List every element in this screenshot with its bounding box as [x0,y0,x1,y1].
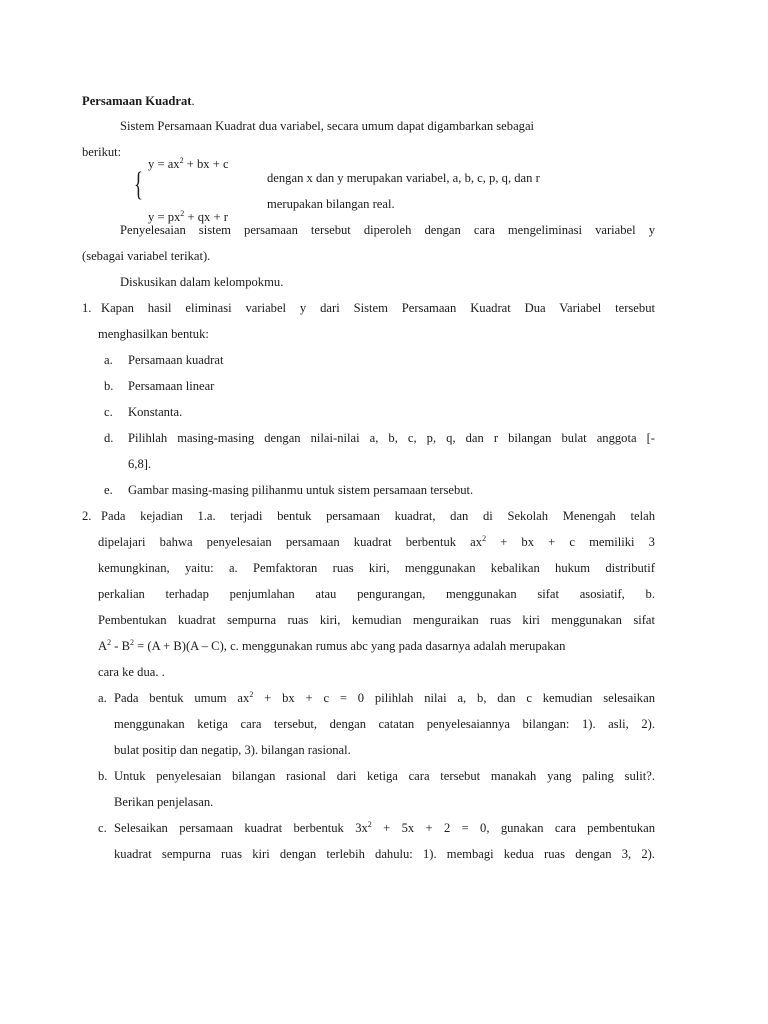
q1-item-text-cont: 6,8]. [128,457,152,471]
q2-sub-label: a. [98,691,107,705]
q2-text: $A^2 - B^2 = (A + B)(A - C)$, c. menggunakan rumus abc yang pada dasarnya adalah merupakan [98,638,566,653]
page-title: Persamaan Kuadrat. [82,94,195,108]
q2-sub-text: Pada bentuk umum $ax^2$ + bx + c = 0 pilihlah nilai a, b, dan c kemudian selesaikan [114,690,655,705]
q1-item-label: c. [104,405,113,419]
q1-item-text: Persamaan linear [128,379,215,393]
q1-item-text: Konstanta. [128,405,183,419]
q2-sub-label: b. [98,769,108,783]
q2-number: 2. [82,509,92,523]
equation-1: $y = ax^2$ + bx + c [148,156,229,171]
q1-item-label: e. [104,483,113,497]
q1-text: Kapan hasil eliminasi variabel y dari Sistem Persamaan Kuadrat Dua Variabel tersebut [101,301,655,315]
q2-text: cara ke dua. . [98,665,165,679]
brace-symbol: { [134,166,143,203]
q1-item-text: Gambar masing-masing pilihanmu untuk sistem persamaan tersebut. [128,483,474,497]
q2-sub-text: Selesaikan persamaan kuadrat berbentuk $3x^2 + 5x + 2 = 0$, gunakan cara pembentukan [114,820,656,835]
equation-2: $y = px^2$ + qx + r [148,209,228,224]
q2-text: Pada kejadian 1.a. terjadi bentuk persamaan kuadrat, dan di Sekolah Menengah telah [101,509,655,523]
q1-number: 1. [82,301,92,315]
q1-item-text: Pilihlah masing-masing dengan nilai-nilai a, b, c, p, q, dan r bilangan bulat anggota [- [128,431,655,445]
discuss-text: Diskusikan dalam kelompokmu. [120,275,284,289]
intro-text-cont: berikut: [82,145,122,159]
q1-item-label: b. [104,379,114,393]
q1-item-label: a. [104,353,113,367]
q2-sub-text: kuadrat sempurna ruas kiri dengan terlebih dahulu: 1). membagi kedua ruas dengan 3, 2). [114,847,655,861]
q1-item-label: d. [104,431,114,445]
solve-text: Penyelesaian sistem persamaan tersebut diperoleh dengan cara mengeliminasi variabel y [120,223,655,237]
q2-sub-text: Untuk penyelesaian bilangan rasional dari ketiga cara tersebut manakah yang paling sulit?. [114,769,655,783]
q2-sub-text: bulat positip dan negatip, 3). bilangan rasional. [114,743,351,757]
q2-text: perkalian terhadap penjumlahan atau pengurangan, menggunakan sifat asosiatif, b. [98,587,655,601]
q2-text: kemungkinan, yaitu: a. Pemfaktoran ruas kiri, menggunakan kebalikan hukum distributif [98,561,655,575]
q1-item-text: Persamaan kuadrat [128,353,224,367]
q2-text: Pembentukan kuadrat sempurna ruas kiri, kemudian menguraikan ruas kiri menggunakan sifat [98,613,655,627]
solve-text-cont: (sebagai variabel terikat). [82,249,211,263]
q1-text-cont: menghasilkan bentuk: [98,327,209,341]
intro-text: Sistem Persamaan Kuadrat dua variabel, secara umum dapat digambarkan sebagai [120,119,535,133]
q2-sub-text: menggunakan ketiga cara tersebut, dengan catatan penyelesaiannya bilangan: 1). asli, 2). [114,717,655,731]
system-note: dengan x dan y merupakan variabel, a, b, c, p, q, dan r [267,171,540,185]
q2-text: dipelajari bahwa penyelesaian persamaan kuadrat berbentuk $ax^2$ + bx + c memiliki 3 [98,534,655,549]
system-note-cont: merupakan bilangan real. [267,197,395,211]
q2-sub-text: Berikan penjelasan. [114,795,214,809]
q2-sub-label: c. [98,821,107,835]
